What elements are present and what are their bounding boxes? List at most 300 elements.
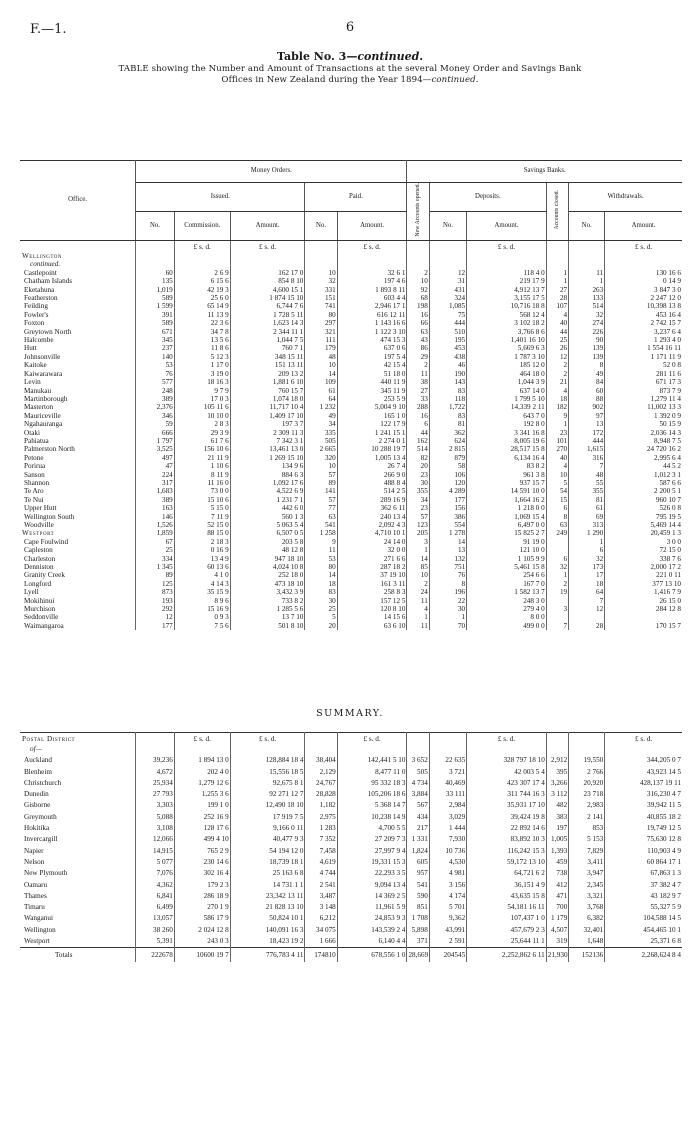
issued-commission: 10 10 0 — [174, 412, 230, 420]
withdrawals-amount: 11,002 13 3 — [647, 403, 681, 412]
table-row — [20, 361, 682, 369]
issued-no: 47 — [136, 462, 175, 470]
paid-amount: 51 18 0 — [337, 370, 407, 378]
office-name: New Plymouth — [20, 868, 136, 879]
issued-amount: 21 828 13 10 — [230, 902, 305, 913]
office-name: Wellington South — [20, 513, 136, 521]
paid-amount: 637 0 6 — [337, 344, 407, 352]
issued-commission: 156 10 6 — [174, 445, 230, 453]
paid-no: 541 — [305, 521, 337, 529]
accounts-closed: 1,005 — [546, 834, 568, 845]
issued-amount: 947 18 10 — [230, 555, 305, 563]
issued-no: 5,391 — [136, 936, 175, 948]
deposits-no: 22 635 — [429, 755, 466, 766]
paid-no: 3,487 — [305, 891, 337, 902]
paid-amount: 19,331 15 3 — [337, 857, 407, 868]
withdrawals-no: 7 — [569, 597, 605, 605]
paid-no: 6,212 — [305, 913, 337, 924]
issued-amount: 18,423 19 2 — [230, 936, 305, 948]
issued-commission: 8 9 6 — [174, 597, 230, 605]
issued-commission: 52 15 0 — [174, 521, 230, 529]
deposits-amount: 1 787 3 10 — [467, 353, 547, 361]
issued-amount: 13,461 13 0 — [230, 445, 305, 453]
accounts-closed: 4,507 — [546, 925, 568, 936]
deposits-amount: 219 17 9 — [467, 277, 547, 285]
withdrawals-no: 7,829 — [569, 846, 605, 857]
issued-commission: 199 1 0 — [174, 800, 230, 811]
paid-amount: 10,238 14 9 — [337, 812, 407, 823]
table-row — [20, 319, 682, 327]
issued-no: 6,499 — [136, 902, 175, 913]
issued-commission: 11 13 9 — [174, 311, 230, 319]
accounts-closed: 28 — [546, 294, 568, 302]
issued-amount: 6,744 7 6 — [230, 302, 305, 310]
paid-no: 2,975 — [305, 812, 337, 823]
paid-no: 18 — [305, 580, 337, 588]
paid-amount: 603 4 4 — [337, 294, 407, 302]
issued-commission: 1 17 0 — [174, 361, 230, 369]
accounts-closed: 15 — [546, 496, 568, 504]
issued-no: 1,859 — [136, 529, 175, 537]
deposits-amount: 107,437 1 0 — [467, 913, 547, 924]
office-name: Mokihinui — [20, 597, 136, 605]
new-accounts-header — [407, 183, 429, 241]
withdrawals-amount: 67,863 1 3 — [650, 869, 681, 878]
empty-cell — [337, 252, 407, 260]
new-accounts: 371 — [407, 936, 429, 948]
summary-row — [20, 755, 682, 766]
paid-amount: 27,997 9 4 — [337, 846, 407, 857]
issued-amount: 6,507 0 5 — [230, 529, 305, 537]
issued-no: 1,526 — [136, 521, 175, 529]
accounts-closed: 40 — [546, 319, 568, 327]
office-name: Charleston — [20, 555, 136, 563]
new-accounts: 38 — [407, 378, 429, 386]
table-row — [20, 344, 682, 352]
issued-amount: 140,091 16 3 — [230, 925, 305, 936]
deposits-amount: 14 591 10 0 — [467, 487, 547, 495]
issued-commission: 3 19 0 — [174, 370, 230, 378]
issued-commission: 2 024 12 8 — [174, 925, 230, 936]
office-name: Halcombe — [20, 336, 136, 344]
paid-no: 179 — [305, 344, 337, 352]
summary-row — [20, 767, 682, 778]
accounts-closed: 459 — [546, 857, 568, 868]
issued-no: 1,683 — [136, 487, 175, 495]
withdrawals-amount: 19,749 12 5 — [646, 824, 681, 833]
unit-label: £ s. d. — [635, 243, 653, 252]
issued-no: 391 — [136, 311, 175, 319]
paid-no: 297 — [305, 319, 337, 327]
issued-no: 589 — [136, 294, 175, 302]
withdrawals-amount: 2 742 15 7 — [650, 319, 681, 328]
accounts-closed: 10 — [546, 471, 568, 479]
table-row — [20, 370, 682, 378]
summary-row — [20, 868, 682, 879]
paid-no: 14 — [305, 370, 337, 378]
issued-no: 14,915 — [136, 846, 175, 857]
issued-no: 3,303 — [136, 800, 175, 811]
issued-amount: 1,074 18 0 — [230, 395, 305, 403]
deposits-amount: 1 218 0 0 — [467, 504, 547, 512]
issued-no: 5 077 — [136, 857, 175, 868]
issued-amount: 9,166 0 11 — [230, 823, 305, 834]
withdrawals-amount: 428,137 19 11 — [639, 778, 681, 787]
office-name: Blenheim — [20, 767, 136, 778]
section-name: Westport — [20, 529, 136, 537]
issued-commission: 499 4 10 — [174, 834, 230, 845]
issued-no: 25 — [136, 546, 175, 554]
office-name: Timaru — [20, 902, 136, 913]
withdrawals-amount: 20,459 1 3 — [650, 529, 681, 538]
paid-no: 28,828 — [305, 789, 337, 800]
accounts-closed: 4 — [546, 462, 568, 470]
withdrawals-amount: 60 864 17 1 — [646, 857, 681, 866]
office-name: Feilding — [20, 302, 136, 310]
office-name: Wanganui — [20, 913, 136, 924]
new-accounts: 3 — [407, 538, 429, 546]
deposits-no: 554 — [429, 521, 466, 529]
deposits-amount: 961 3 8 — [467, 471, 547, 479]
issued-amount: 1 285 5 6 — [230, 605, 305, 613]
paid-no-header: No. — [305, 212, 337, 241]
issued-amount: 40,477 9 3 — [230, 834, 305, 845]
table-row — [20, 286, 682, 294]
issued-amount: 760 15 7 — [230, 387, 305, 395]
new-accounts: 2 — [407, 361, 429, 369]
paid-no: 7 352 — [305, 834, 337, 845]
paid-amount: 5 368 14 7 — [337, 800, 407, 811]
withdrawals-no: 12 — [569, 605, 605, 613]
deposits-amount: 116,242 15 3 — [467, 846, 547, 857]
paid-amount: 1 241 15 1 — [337, 429, 407, 437]
paid-no: 53 — [305, 555, 337, 563]
deposits-no: 3,029 — [429, 812, 466, 823]
paid-no: 24,767 — [305, 778, 337, 789]
table-row — [20, 479, 682, 487]
issued-no: 140 — [136, 353, 175, 361]
issued-amount: 13 7 10 — [230, 613, 305, 621]
withdrawals-no: 20,920 — [569, 778, 605, 789]
empty-cell — [407, 252, 429, 260]
office-name: Greytown North — [20, 328, 136, 336]
issued-no: 6,841 — [136, 891, 175, 902]
summary-row — [20, 800, 682, 811]
new-accounts: 24 — [407, 588, 429, 596]
new-accounts: 541 — [407, 880, 429, 891]
money-orders-header: Money Orders. — [136, 161, 407, 183]
issued-no: 389 — [136, 395, 175, 403]
withdrawals-amount: 795 19 5 — [655, 512, 681, 521]
withdrawals-amount: 40,855 18 2 — [646, 812, 681, 821]
caption-line-1: TABLE showing the Number and Amount of Transactions at the several Money Order and Savings Bank — [118, 64, 582, 74]
savings-banks-header: Savings Banks. — [407, 161, 682, 183]
paid-amount: 26 7 4 — [337, 462, 407, 470]
withdrawals-no: 81 — [569, 496, 605, 504]
issued-commission: 21 11 9 — [174, 454, 230, 462]
paid-amount: 22,293 3 5 — [337, 868, 407, 879]
deposits-amount: 25,644 11 1 — [467, 936, 547, 948]
issued-amount: 7 342 3 1 — [230, 437, 305, 445]
office-name: Otaki — [20, 429, 136, 437]
issued-amount: 14 731 1 1 — [230, 880, 305, 891]
issued-no: 5,088 — [136, 812, 175, 823]
accounts-closed — [546, 546, 568, 554]
deposits-no: 2 815 — [429, 445, 466, 453]
accounts-closed: 395 — [546, 767, 568, 778]
accounts-closed: 3 — [546, 605, 568, 613]
deposits-amount: 568 12 4 — [467, 311, 547, 319]
issued-amount: 884 6 3 — [230, 471, 305, 479]
accounts-closed: 5 — [546, 479, 568, 487]
table-row — [20, 496, 682, 504]
table-row — [20, 487, 682, 495]
new-accounts: 162 — [407, 437, 429, 445]
issued-commission: 13 4 9 — [174, 555, 230, 563]
table-row — [20, 378, 682, 386]
summary-row — [20, 913, 682, 924]
table-row — [20, 588, 682, 596]
withdrawals-amount: 316,230 4 7 — [646, 790, 681, 799]
summary-row — [20, 880, 682, 891]
issued-amount: 1,092 17 6 — [230, 479, 305, 487]
withdrawals-no: 48 — [569, 471, 605, 479]
deposits-amount: 121 10 0 — [467, 546, 547, 554]
new-accounts: 123 — [407, 521, 429, 529]
new-accounts: 23 — [407, 504, 429, 512]
table-row — [20, 513, 682, 521]
withdrawals-amount: 3 0 0 — [666, 537, 681, 546]
office-name: Upper Hutt — [20, 504, 136, 512]
paid-no: 1,182 — [305, 800, 337, 811]
withdrawals-amount: 344,205 0 7 — [646, 756, 681, 765]
new-accounts: 1,824 — [407, 846, 429, 857]
paid-amount: 514 2 5 — [337, 487, 407, 495]
accounts-closed: 4 — [546, 387, 568, 395]
paid-amount: 4,700 5 5 — [337, 823, 407, 834]
deposits-no: 3 156 — [429, 880, 466, 891]
issued-amount: 501 8 10 — [230, 622, 305, 630]
office-name: Chatham Islands — [20, 277, 136, 285]
deposits-no: 879 — [429, 454, 466, 462]
issued-commission: 202 4 0 — [174, 767, 230, 778]
deposits-no: 83 — [429, 387, 466, 395]
office-name: Masterton — [20, 403, 136, 411]
unit-label: £ s. d. — [230, 733, 305, 745]
new-accounts: 3,884 — [407, 789, 429, 800]
new-accounts: 34 — [407, 496, 429, 504]
deposits-no: 83 — [429, 412, 466, 420]
withdrawals-no: 172 — [569, 429, 605, 437]
office-name: Johnsonville — [20, 353, 136, 361]
withdrawals-no: 18 — [569, 580, 605, 588]
empty-cell — [305, 260, 337, 268]
office-name: Sanson — [20, 471, 136, 479]
deposits-no: 30 — [429, 605, 466, 613]
withdrawals-amount: 43,923 14 5 — [646, 767, 681, 776]
withdrawals-amount: 170 15 7 — [655, 621, 681, 630]
withdrawals-no: 97 — [569, 412, 605, 420]
withdrawals-no: 316 — [569, 454, 605, 462]
paid-no: 61 — [305, 387, 337, 395]
table-title — [0, 50, 700, 63]
deposits-no: 453 — [429, 344, 466, 352]
postal-district-of-row — [20, 744, 682, 755]
withdrawals-no: 32,401 — [569, 925, 605, 936]
new-accounts: 217 — [407, 823, 429, 834]
deposits-no-header: No. — [429, 212, 466, 241]
paid-no: 57 — [305, 496, 337, 504]
new-accounts: 10 — [407, 571, 429, 579]
issued-no: 12,066 — [136, 834, 175, 845]
deposits-no: 76 — [429, 571, 466, 579]
deposits-no: 143 — [429, 378, 466, 386]
accounts-closed-header — [546, 183, 568, 241]
withdrawals-amount: 453 16 4 — [655, 310, 681, 319]
accounts-closed: 1 — [546, 571, 568, 579]
paid-no: 335 — [305, 429, 337, 437]
new-accounts: 68 — [407, 294, 429, 302]
new-accounts: 10 — [407, 277, 429, 285]
paid-no: 89 — [305, 479, 337, 487]
paid-header: Paid. — [305, 183, 407, 212]
issued-no: 163 — [136, 504, 175, 512]
deposits-amount: 3 102 18 2 — [467, 319, 547, 327]
withdrawals-amount: 39,942 11 5 — [647, 801, 681, 810]
deposits-amount: 36,151 4 9 — [467, 880, 547, 891]
deposits-no: 46 — [429, 361, 466, 369]
table-row — [20, 546, 682, 554]
withdrawals-no: 444 — [569, 437, 605, 445]
paid-amount: 11,961 5 9 — [337, 902, 407, 913]
office-name: Gisborne — [20, 800, 136, 811]
new-accounts: 29 — [407, 353, 429, 361]
deposits-amount: 464 18 0 — [467, 370, 547, 378]
table-row — [20, 328, 682, 336]
issued-amount: 3,432 3 9 — [230, 588, 305, 596]
office-name: Invercargill — [20, 834, 136, 845]
deposits-amount: 35,931 17 10 — [467, 800, 547, 811]
withdrawals-amount: 338 7 6 — [659, 554, 681, 563]
summary-title: SUMMARY. — [316, 708, 384, 719]
summary-table — [20, 732, 682, 962]
issued-amount: 4,024 10 8 — [230, 563, 305, 571]
accounts-closed: 7 — [546, 622, 568, 630]
issued-commission-header: Commission. — [174, 212, 230, 241]
issued-commission: 6 15 6 — [174, 277, 230, 285]
table-caption — [20, 64, 680, 86]
deposits-amount: 1,401 16 10 — [467, 336, 547, 344]
paid-amount: 253 5 9 — [337, 395, 407, 403]
withdrawals-no: 3,768 — [569, 902, 605, 913]
deposits-amount: 83 8 2 — [467, 462, 547, 470]
issued-no: 4,362 — [136, 880, 175, 891]
new-accounts: 567 — [407, 800, 429, 811]
deposits-no: 438 — [429, 353, 466, 361]
summary-row — [20, 834, 682, 845]
issued-amount: 203 5 8 — [230, 538, 305, 546]
deposits-no: 106 — [429, 471, 466, 479]
withdrawals-no: 28 — [569, 622, 605, 630]
issued-commission: 252 16 9 — [174, 812, 230, 823]
issued-amount: 128,884 18 4 — [230, 755, 305, 766]
office-name: Nelson — [20, 857, 136, 868]
withdrawals-no: 173 — [569, 563, 605, 571]
issued-amount: 1 269 15 10 — [230, 454, 305, 462]
withdrawals-amount: 43 182 9 7 — [650, 891, 681, 900]
total-withdrawals-no: 152136 — [569, 948, 605, 963]
table-row — [20, 563, 682, 571]
total-issued-no: 222678 — [136, 948, 175, 963]
accounts-closed: 1 — [546, 420, 568, 428]
withdrawals-no: 263 — [569, 286, 605, 294]
accounts-closed: 12 — [546, 353, 568, 361]
deposits-amount: 1,069 15 4 — [467, 513, 547, 521]
office-name: Pahiatua — [20, 437, 136, 445]
withdrawals-amount: 526 0 8 — [659, 504, 681, 513]
deposits-no: 22 — [429, 597, 466, 605]
issued-no: 334 — [136, 555, 175, 563]
issued-commission: 586 17 9 — [174, 913, 230, 924]
paid-no: 38,404 — [305, 755, 337, 766]
accounts-closed: 249 — [546, 529, 568, 537]
paid-amount: 143,539 2 4 — [337, 925, 407, 936]
withdrawals-amount: 0 14 9 — [663, 277, 681, 286]
paid-no: 25 — [305, 605, 337, 613]
issued-amount: 1 728 5 11 — [230, 311, 305, 319]
paid-no: 4,619 — [305, 857, 337, 868]
issued-amount: 2 309 11 3 — [230, 429, 305, 437]
office-name: Ngahauranga — [20, 420, 136, 428]
paid-amount: 63 6 10 — [337, 622, 407, 630]
section-header-row — [20, 252, 682, 260]
new-accounts: 43 — [407, 336, 429, 344]
withdrawals-amount: 960 10 7 — [655, 495, 681, 504]
withdrawals-no: 274 — [569, 319, 605, 327]
accounts-closed: 107 — [546, 302, 568, 310]
office-name: Westport — [20, 936, 136, 948]
withdrawals-amount: 2,995 6 4 — [654, 453, 681, 462]
deposits-amount: 83,892 10 3 — [467, 834, 547, 845]
deposits-no: 2 591 — [429, 936, 466, 948]
table-row — [20, 336, 682, 344]
deposits-amount: 6,497 0 0 — [467, 521, 547, 529]
paid-amount: 32 0 0 — [337, 546, 407, 554]
issued-commission: 2 8 3 — [174, 420, 230, 428]
table-row — [20, 555, 682, 563]
paid-amount: 9,094 13 4 — [337, 880, 407, 891]
issued-no: 248 — [136, 387, 175, 395]
new-accounts: 11 — [407, 622, 429, 630]
summary-row — [20, 789, 682, 800]
total-accounts-closed: 21,930 — [546, 948, 568, 963]
new-accounts: 6 — [407, 420, 429, 428]
issued-no: 389 — [136, 496, 175, 504]
issued-amount: 733 8 2 — [230, 597, 305, 605]
table-row — [20, 294, 682, 302]
withdrawals-no: 7 — [569, 462, 605, 470]
accounts-closed: 2 — [546, 370, 568, 378]
office-name: Murchison — [20, 605, 136, 613]
paid-no: 151 — [305, 294, 337, 302]
accounts-closed: 1,393 — [546, 846, 568, 857]
paid-amount: 37 19 10 — [337, 571, 407, 579]
deposits-no: 118 — [429, 395, 466, 403]
paid-no: 63 — [305, 513, 337, 521]
deposits-amount: 8,005 19 6 — [467, 437, 547, 445]
deposits-amount: 4,912 13 7 — [467, 286, 547, 294]
new-accounts: 2 — [407, 269, 429, 277]
